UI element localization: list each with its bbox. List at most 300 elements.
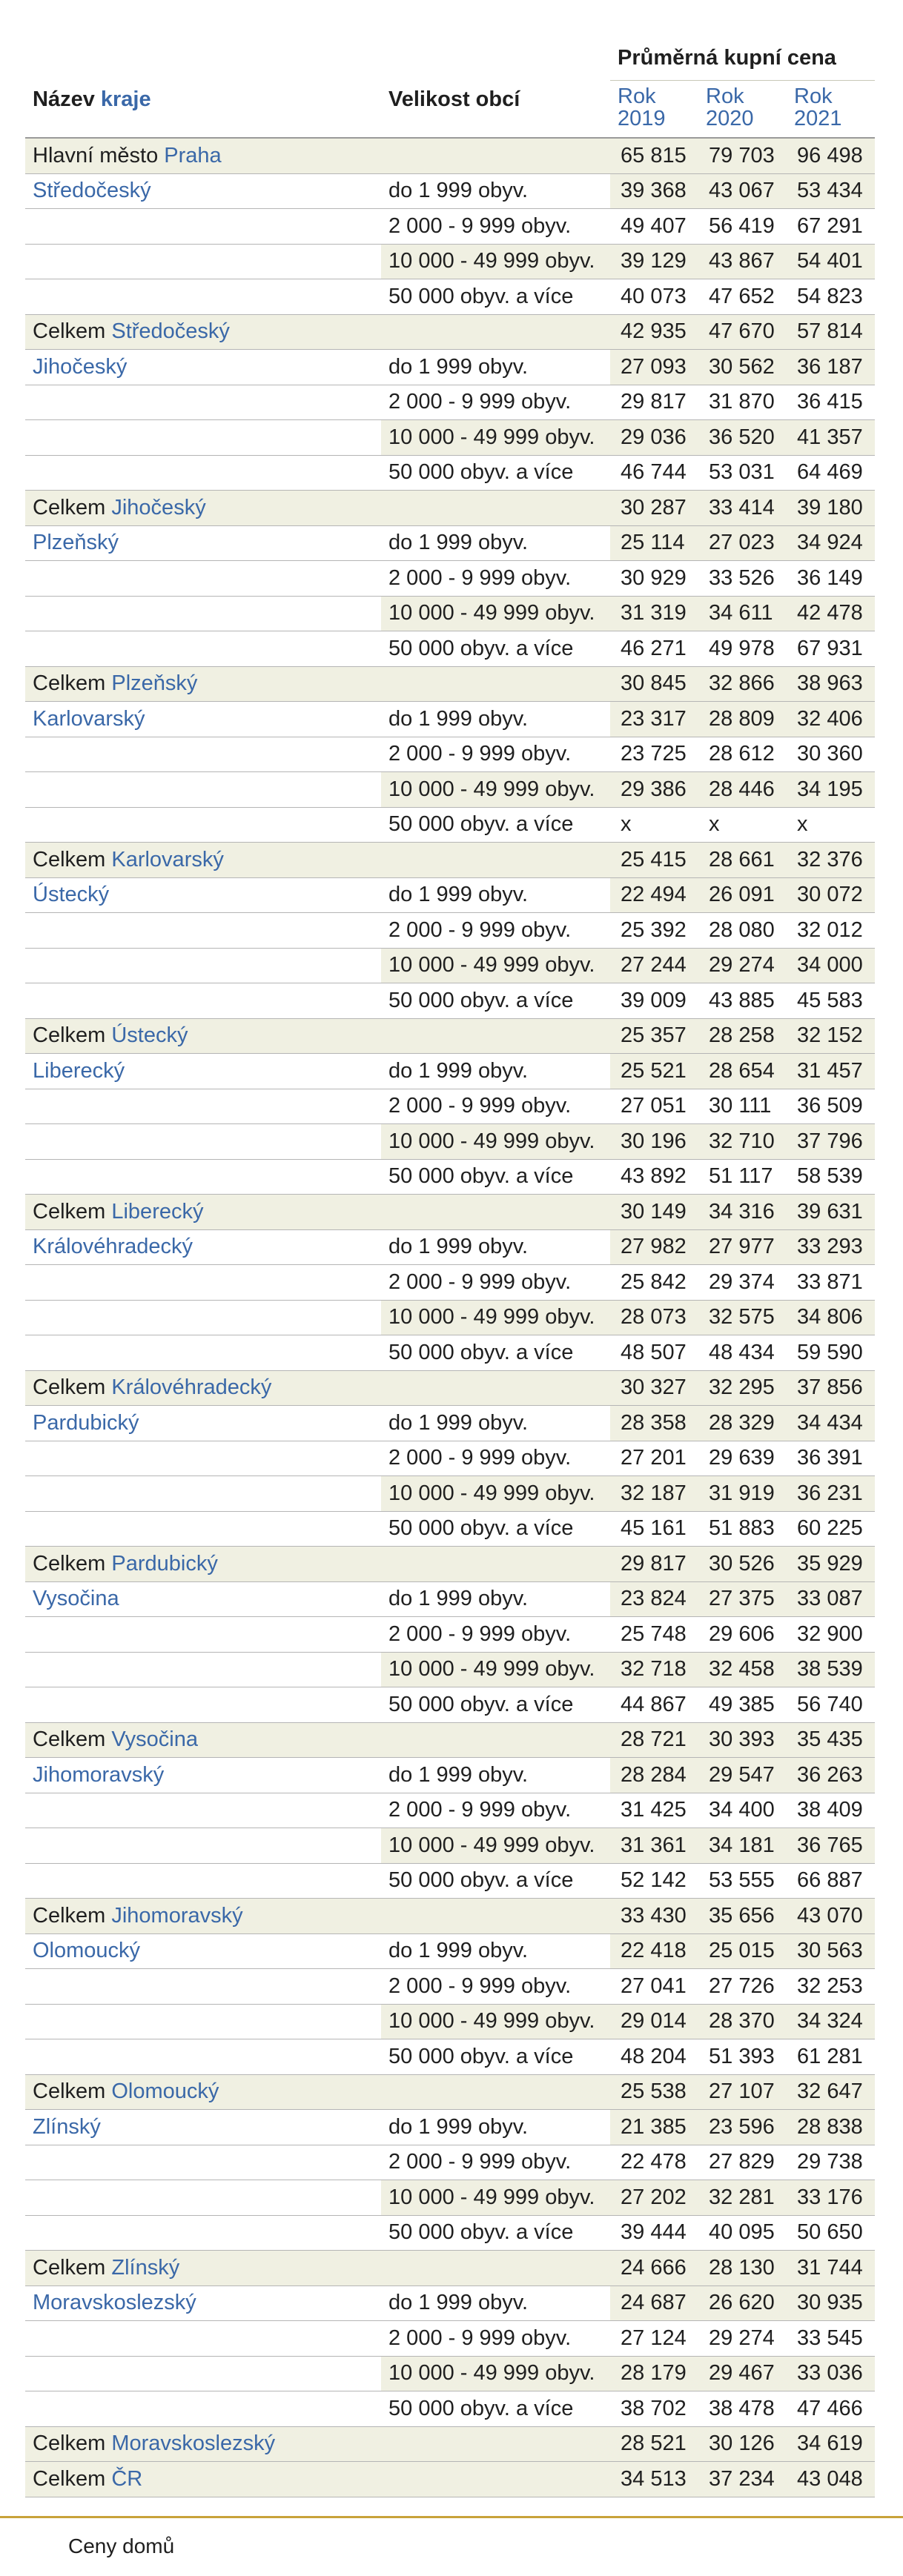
region-cell [25, 350, 381, 385]
value-cell: 28 258 [698, 1018, 787, 1054]
table-row [25, 983, 875, 1019]
table-row-total [25, 2074, 875, 2110]
region-name: Karlovarský [111, 847, 224, 872]
table-row [25, 561, 875, 597]
table-row-total [25, 1899, 875, 1934]
size-cell: 10 000 - 49 999 obyv. [381, 596, 610, 631]
table-row [25, 1335, 875, 1371]
value-cell: 31 319 [610, 596, 698, 631]
region-cell [25, 1581, 381, 1617]
value-cell: 32 152 [787, 1018, 875, 1054]
size-cell: 2 000 - 9 999 obyv. [381, 1793, 610, 1828]
size-cell [381, 1195, 610, 1230]
table-row [25, 772, 875, 808]
size-cell: 10 000 - 49 999 obyv. [381, 1300, 610, 1335]
value-cell: 32 710 [698, 1124, 787, 1160]
table-row [25, 948, 875, 983]
table-row-total [25, 314, 875, 350]
value-cell: 28 721 [610, 1722, 698, 1758]
region-cell [25, 2039, 381, 2075]
table-row [25, 173, 875, 209]
value-cell: 36 231 [787, 1476, 875, 1512]
region-name: Královéhradecký [33, 1235, 193, 1259]
value-cell: x [698, 807, 787, 843]
region-cell [25, 702, 381, 737]
value-cell: 43 885 [698, 983, 787, 1019]
table-row [25, 1406, 875, 1441]
size-cell: 2 000 - 9 999 obyv. [381, 1265, 610, 1301]
region-cell [25, 209, 381, 245]
value-cell: 48 434 [698, 1335, 787, 1371]
header-year-2019 [610, 81, 698, 139]
table-row [25, 2039, 875, 2075]
header-region-label: Název [33, 87, 95, 112]
region-cell [25, 2391, 381, 2427]
region-name: Jihomoravský [33, 1762, 165, 1787]
table-row-total [25, 1018, 875, 1054]
table-row [25, 2110, 875, 2145]
table-row [25, 737, 875, 772]
region-cell [25, 561, 381, 597]
table-row [25, 525, 875, 561]
table-row-total [25, 2462, 875, 2497]
value-cell: 67 931 [787, 631, 875, 667]
size-cell: 50 000 obyv. a více [381, 631, 610, 667]
region-cell [25, 1195, 381, 1230]
value-cell: 56 419 [698, 209, 787, 245]
value-cell: 34 806 [787, 1300, 875, 1335]
size-cell: 10 000 - 49 999 obyv. [381, 1124, 610, 1160]
value-cell: 27 982 [610, 1229, 698, 1265]
value-cell: 36 187 [787, 350, 875, 385]
header-year-2021 [787, 81, 875, 139]
size-cell [381, 1018, 610, 1054]
table-row-total [25, 666, 875, 702]
value-cell: 36 263 [787, 1758, 875, 1793]
region-name: ČR [111, 2466, 143, 2491]
value-cell: 38 702 [610, 2391, 698, 2427]
value-cell: 28 179 [610, 2356, 698, 2391]
region-cell [25, 2462, 381, 2497]
value-cell: 32 866 [698, 666, 787, 702]
value-cell: 25 015 [698, 1933, 787, 1969]
value-cell: 27 202 [610, 2180, 698, 2216]
value-cell: 31 361 [610, 1828, 698, 1864]
value-cell: 64 469 [787, 455, 875, 491]
value-cell: 34 181 [698, 1828, 787, 1864]
value-cell: 30 562 [698, 350, 787, 385]
value-cell: 23 824 [610, 1581, 698, 1617]
value-cell: 28 080 [698, 913, 787, 949]
value-cell: 30 196 [610, 1124, 698, 1160]
value-cell: 36 765 [787, 1828, 875, 1864]
region-cell [25, 1441, 381, 1476]
region-prefix: Celkem [33, 847, 112, 872]
table-row [25, 2215, 875, 2251]
region-cell [25, 1933, 381, 1969]
value-cell: 29 374 [698, 1265, 787, 1301]
region-name: Olomoucký [33, 1939, 141, 1963]
region-cell [25, 666, 381, 702]
header-year-2020 [698, 81, 787, 139]
table-row [25, 420, 875, 456]
table-row [25, 1300, 875, 1335]
region-prefix: Celkem [33, 2466, 112, 2491]
table-row [25, 1617, 875, 1653]
region-cell [25, 1476, 381, 1512]
value-cell: 33 526 [698, 561, 787, 597]
table-row-total [25, 491, 875, 526]
size-cell: 50 000 obyv. a více [381, 2215, 610, 2251]
size-cell: do 1 999 obyv. [381, 173, 610, 209]
value-cell: 28 446 [698, 772, 787, 808]
table-row [25, 2180, 875, 2216]
value-cell: 28 073 [610, 1300, 698, 1335]
size-cell [381, 2074, 610, 2110]
region-prefix: Celkem [33, 1551, 112, 1576]
table-row [25, 209, 875, 245]
value-cell: 53 434 [787, 173, 875, 209]
region-cell [25, 772, 381, 808]
region-name: Královéhradecký [111, 1375, 272, 1400]
size-cell: 50 000 obyv. a více [381, 1335, 610, 1371]
region-cell [25, 279, 381, 315]
table-row [25, 2285, 875, 2321]
region-prefix: Celkem [33, 1199, 112, 1224]
value-cell: 40 073 [610, 279, 698, 315]
table-row [25, 2391, 875, 2427]
header-region [25, 30, 381, 138]
value-cell: 27 829 [698, 2145, 787, 2180]
value-cell: 29 386 [610, 772, 698, 808]
table-row [25, 1687, 875, 1723]
size-cell: do 1 999 obyv. [381, 702, 610, 737]
value-cell: 51 117 [698, 1159, 787, 1195]
value-cell: 43 070 [787, 1899, 875, 1934]
region-cell [25, 1159, 381, 1195]
value-cell: 48 507 [610, 1335, 698, 1371]
region-cell [25, 2110, 381, 2145]
table-row-total [25, 1722, 875, 1758]
region-cell [25, 2180, 381, 2216]
value-cell: 56 740 [787, 1687, 875, 1723]
region-cell [25, 1652, 381, 1687]
table-row-total [25, 138, 875, 173]
size-cell: 10 000 - 49 999 obyv. [381, 2004, 610, 2039]
region-cell [25, 2321, 381, 2357]
region-cell [25, 2251, 381, 2286]
value-cell: 34 324 [787, 2004, 875, 2039]
table-row [25, 2004, 875, 2039]
value-cell: 32 187 [610, 1476, 698, 1512]
value-cell: 54 823 [787, 279, 875, 315]
region-name: Moravskoslezský [111, 2431, 276, 2456]
region-name: Středočeský [33, 179, 151, 203]
region-prefix: Celkem [33, 319, 112, 344]
value-cell: 38 478 [698, 2391, 787, 2427]
value-cell: 30 072 [787, 877, 875, 913]
size-cell [381, 1722, 610, 1758]
region-prefix: Celkem [33, 671, 112, 696]
region-cell [25, 1370, 381, 1406]
value-cell: 41 357 [787, 420, 875, 456]
region-prefix: Celkem [33, 2255, 112, 2280]
value-cell: 30 327 [610, 1370, 698, 1406]
value-cell: 30 526 [698, 1547, 787, 1582]
region-cell [25, 1265, 381, 1301]
region-prefix: Celkem [33, 1375, 112, 1400]
value-cell: 47 670 [698, 314, 787, 350]
region-cell [25, 1828, 381, 1864]
region-cell [25, 1687, 381, 1723]
footer-label: Ceny domů [68, 2534, 175, 2557]
region-cell [25, 1089, 381, 1124]
region-cell [25, 244, 381, 279]
size-cell: 2 000 - 9 999 obyv. [381, 2145, 610, 2180]
region-name: Vysočina [33, 1587, 119, 1611]
region-cell [25, 1758, 381, 1793]
table-row-total [25, 843, 875, 878]
table-row [25, 1441, 875, 1476]
value-cell: x [610, 807, 698, 843]
value-cell: 30 845 [610, 666, 698, 702]
region-name: Moravskoslezský [33, 2291, 196, 2315]
value-cell: 61 281 [787, 2039, 875, 2075]
size-cell: do 1 999 obyv. [381, 877, 610, 913]
size-cell [381, 138, 610, 173]
value-cell: 33 871 [787, 1265, 875, 1301]
region-cell [25, 138, 381, 173]
header-year-line1: Rok [706, 84, 744, 108]
value-cell: 29 639 [698, 1441, 787, 1476]
size-cell: 50 000 obyv. a více [381, 1687, 610, 1723]
value-cell: 42 478 [787, 596, 875, 631]
region-cell [25, 1969, 381, 2005]
table-row [25, 1054, 875, 1089]
value-cell: 28 358 [610, 1406, 698, 1441]
value-cell: 32 458 [698, 1652, 787, 1687]
table-row [25, 1476, 875, 1512]
value-cell: 28 838 [787, 2110, 875, 2145]
region-cell [25, 1863, 381, 1899]
value-cell: 29 738 [787, 2145, 875, 2180]
value-cell: 51 883 [698, 1511, 787, 1547]
table-row-total [25, 1195, 875, 1230]
value-cell: 32 900 [787, 1617, 875, 1653]
value-cell: 52 142 [610, 1863, 698, 1899]
region-name: Zlínský [33, 2114, 101, 2139]
value-cell: 30 149 [610, 1195, 698, 1230]
value-cell: 34 195 [787, 772, 875, 808]
value-cell: 23 725 [610, 737, 698, 772]
region-name: Liberecký [111, 1199, 204, 1224]
value-cell: x [787, 807, 875, 843]
value-cell: 36 391 [787, 1441, 875, 1476]
region-cell [25, 596, 381, 631]
value-cell: 38 539 [787, 1652, 875, 1687]
size-cell: do 1 999 obyv. [381, 350, 610, 385]
region-cell [25, 2285, 381, 2321]
size-cell: 2 000 - 9 999 obyv. [381, 1617, 610, 1653]
table-row-total [25, 2251, 875, 2286]
value-cell: 32 647 [787, 2074, 875, 2110]
size-cell: 10 000 - 49 999 obyv. [381, 2356, 610, 2391]
value-cell: 35 435 [787, 1722, 875, 1758]
size-cell: 50 000 obyv. a více [381, 279, 610, 315]
region-cell [25, 807, 381, 843]
table-row [25, 1229, 875, 1265]
value-cell: 31 919 [698, 1476, 787, 1512]
value-cell: 26 620 [698, 2285, 787, 2321]
value-cell: 29 274 [698, 948, 787, 983]
value-cell: 23 317 [610, 702, 698, 737]
value-cell: 47 466 [787, 2391, 875, 2427]
region-cell [25, 913, 381, 949]
value-cell: 58 539 [787, 1159, 875, 1195]
table-row [25, 385, 875, 420]
region-cell [25, 1229, 381, 1265]
size-cell [381, 843, 610, 878]
value-cell: 32 376 [787, 843, 875, 878]
value-cell: 34 400 [698, 1793, 787, 1828]
size-cell: 10 000 - 49 999 obyv. [381, 420, 610, 456]
value-cell: 27 124 [610, 2321, 698, 2357]
value-cell: 27 093 [610, 350, 698, 385]
table-row-total [25, 1547, 875, 1582]
size-cell [381, 1547, 610, 1582]
value-cell: 27 977 [698, 1229, 787, 1265]
value-cell: 33 414 [698, 491, 787, 526]
size-cell: do 1 999 obyv. [381, 525, 610, 561]
value-cell: 37 234 [698, 2462, 787, 2497]
value-cell: 35 656 [698, 1899, 787, 1934]
region-cell [25, 420, 381, 456]
value-cell: 53 555 [698, 1863, 787, 1899]
region-name: Liberecký [33, 1058, 125, 1083]
table-row [25, 279, 875, 315]
value-cell: 31 744 [787, 2251, 875, 2286]
value-cell: 30 111 [698, 1089, 787, 1124]
value-cell: 31 425 [610, 1793, 698, 1828]
region-name: Olomoucký [111, 2079, 219, 2104]
size-cell: 10 000 - 49 999 obyv. [381, 1828, 610, 1864]
region-cell [25, 843, 381, 878]
region-cell [25, 1511, 381, 1547]
header-price-group: Průměrná kupní cena [610, 30, 875, 81]
value-cell: 60 225 [787, 1511, 875, 1547]
value-cell: 32 406 [787, 702, 875, 737]
value-cell: 27 726 [698, 1969, 787, 2005]
table-row [25, 913, 875, 949]
table-row-total [25, 1370, 875, 1406]
size-cell: 2 000 - 9 999 obyv. [381, 561, 610, 597]
region-cell [25, 2145, 381, 2180]
region-name: Jihočeský [33, 354, 128, 379]
table-row [25, 2321, 875, 2357]
value-cell: 33 087 [787, 1581, 875, 1617]
header-size: Velikost obcí [388, 87, 520, 112]
value-cell: 43 048 [787, 2462, 875, 2497]
value-cell: 46 271 [610, 631, 698, 667]
size-cell: do 1 999 obyv. [381, 1758, 610, 1793]
table-row [25, 1652, 875, 1687]
value-cell: 67 291 [787, 209, 875, 245]
value-cell: 29 467 [698, 2356, 787, 2391]
value-cell: 37 856 [787, 1370, 875, 1406]
value-cell: 27 375 [698, 1581, 787, 1617]
table-row [25, 702, 875, 737]
value-cell: 34 316 [698, 1195, 787, 1230]
value-cell: 27 201 [610, 1441, 698, 1476]
value-cell: 28 284 [610, 1758, 698, 1793]
region-cell [25, 948, 381, 983]
size-cell [381, 666, 610, 702]
region-name: Zlínský [111, 2255, 180, 2280]
region-cell [25, 2215, 381, 2251]
region-name: Vysočina [111, 1727, 198, 1752]
size-cell: do 1 999 obyv. [381, 2285, 610, 2321]
value-cell: 33 036 [787, 2356, 875, 2391]
region-prefix: Celkem [33, 2079, 112, 2104]
value-cell: 33 293 [787, 1229, 875, 1265]
size-cell: 50 000 obyv. a více [381, 1863, 610, 1899]
value-cell: 49 407 [610, 209, 698, 245]
value-cell: 32 281 [698, 2180, 787, 2216]
table-row [25, 1758, 875, 1793]
value-cell: 36 509 [787, 1089, 875, 1124]
table-row [25, 1863, 875, 1899]
value-cell: 59 590 [787, 1335, 875, 1371]
region-cell [25, 877, 381, 913]
value-cell: 39 009 [610, 983, 698, 1019]
value-cell: 32 012 [787, 913, 875, 949]
table-row [25, 1089, 875, 1124]
region-prefix: Hlavní město [33, 143, 165, 167]
size-cell: 2 000 - 9 999 obyv. [381, 1441, 610, 1476]
value-cell: 25 392 [610, 913, 698, 949]
value-cell: 48 204 [610, 2039, 698, 2075]
region-cell [25, 1793, 381, 1828]
region-name: Pardubický [33, 1410, 139, 1435]
value-cell: 25 842 [610, 1265, 698, 1301]
region-prefix: Celkem [33, 1903, 112, 1928]
region-cell [25, 525, 381, 561]
price-table [25, 30, 875, 2497]
table-row [25, 1265, 875, 1301]
value-cell: 65 815 [610, 138, 698, 173]
value-cell: 29 817 [610, 385, 698, 420]
region-cell [25, 1054, 381, 1089]
value-cell: 30 360 [787, 737, 875, 772]
size-cell: 2 000 - 9 999 obyv. [381, 1969, 610, 2005]
size-cell: 50 000 obyv. a více [381, 2391, 610, 2427]
region-cell [25, 631, 381, 667]
table-row [25, 1793, 875, 1828]
value-cell: 39 368 [610, 173, 698, 209]
value-cell: 42 935 [610, 314, 698, 350]
region-cell [25, 2426, 381, 2462]
size-cell [381, 2462, 610, 2497]
region-name: Plzeňský [33, 531, 119, 555]
region-prefix: Celkem [33, 495, 112, 519]
table-row [25, 631, 875, 667]
size-cell: do 1 999 obyv. [381, 1933, 610, 1969]
region-cell [25, 1335, 381, 1371]
value-cell: 29 036 [610, 420, 698, 456]
table-row [25, 1159, 875, 1195]
table-row [25, 596, 875, 631]
header-year-line2: 2020 [706, 107, 754, 131]
